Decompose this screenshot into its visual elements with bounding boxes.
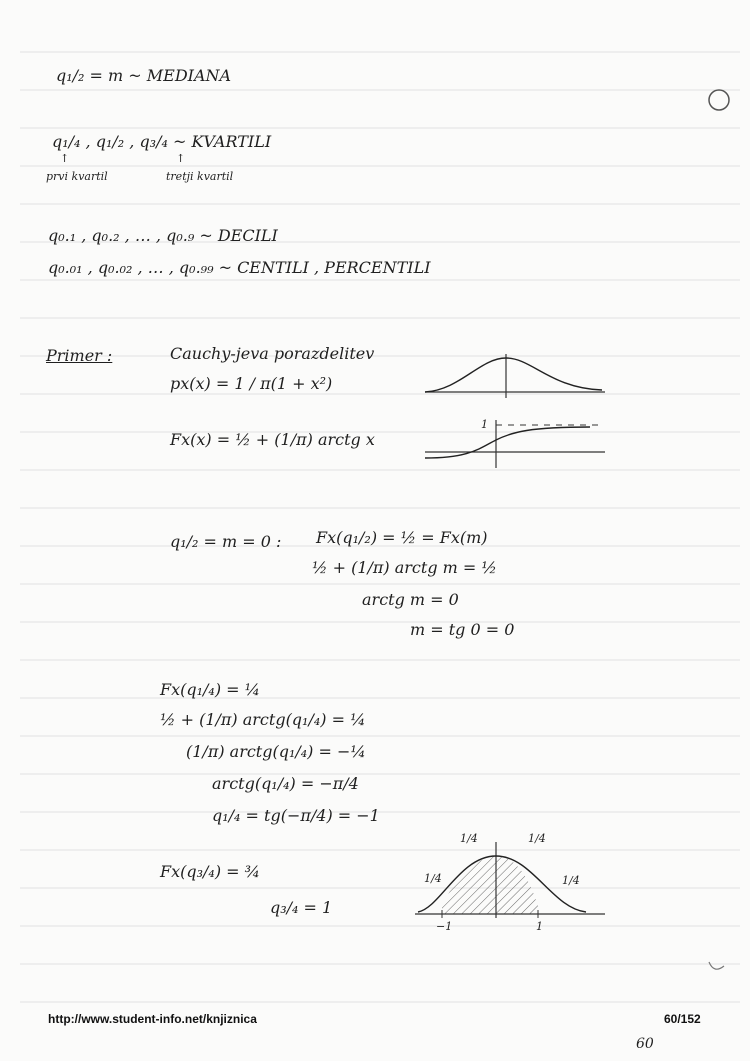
quarter-label-right: 1/4 [562,874,580,887]
median-calc-line3: arctg m = 0 [362,590,459,609]
quartile-calc-line1: Fx(q₁/₄) = ¼ [160,680,261,699]
quarter-label-mid-right: 1/4 [528,832,546,845]
arrow-up-icon: ↑ [176,152,186,165]
density-sketch [420,350,610,400]
cdf-limit-label: 1 [481,418,488,431]
first-quartile-label: prvi kvartil [46,170,108,183]
tick-label-neg: −1 [436,920,453,933]
quartiles-line: q₁/₄ , q₁/₂ , q₃/₄ ~ KVARTILI [52,132,272,151]
quartile-calc-line2: ½ + (1/π) arctg(q₁/₄) = ¼ [160,710,366,729]
quartile-calc-line7: q₃/₄ = 1 [270,898,333,917]
centiles-line: q₀.₀₁ , q₀.₀₂ , … , q₀.₉₉ ~ CENTILI , PERCENTILI [48,258,431,277]
quartile-calc-line5: q₁/₄ = tg(−π/4) = −1 [212,806,380,825]
example-label: Primer : [46,346,113,365]
median-calc-line2: ½ + (1/π) arctg m = ½ [312,558,497,577]
arrow-up-icon: ↑ [60,152,70,165]
median-calc-line4: m = tg 0 = 0 [410,620,515,639]
quarter-label-mid-left: 1/4 [460,832,478,845]
quartile-calc-line4: arctg(q₁/₄) = −π/4 [212,774,359,793]
punch-hole-bottom [709,962,724,969]
median-calc-right: Fx(q₁/₂) = ½ = Fx(m) [316,528,488,547]
footer-url[interactable]: http://www.student-info.net/knjiznica [48,1012,257,1026]
punch-hole-top [709,90,729,110]
cdf-formula: Fx(x) = ½ + (1/π) arctg x [170,430,375,449]
deciles-line: q₀.₁ , q₀.₂ , … , q₀.₉ ~ DECILI [48,226,278,245]
tick-label-pos: 1 [536,920,543,933]
quartile-calc-line6: Fx(q₃/₄) = ¾ [160,862,261,881]
density-formula: px(x) = 1 / π(1 + x²) [170,374,333,393]
third-quartile-label: tretji kvartil [166,170,234,183]
median-calc-left: q₁/₂ = m = 0 : [170,532,282,551]
handwritten-page-number: 60 [636,1036,654,1052]
example-title: Cauchy-jeva porazdelitev [170,344,375,363]
quarter-label-left: 1/4 [424,872,442,885]
footer-page-number: 60/152 [664,1012,701,1026]
quartile-calc-line3: (1/π) arctg(q₁/₄) = −¼ [186,742,366,761]
median-line: q₁/₂ = m ~ MEDIANA [56,66,232,85]
cdf-sketch [420,418,610,470]
